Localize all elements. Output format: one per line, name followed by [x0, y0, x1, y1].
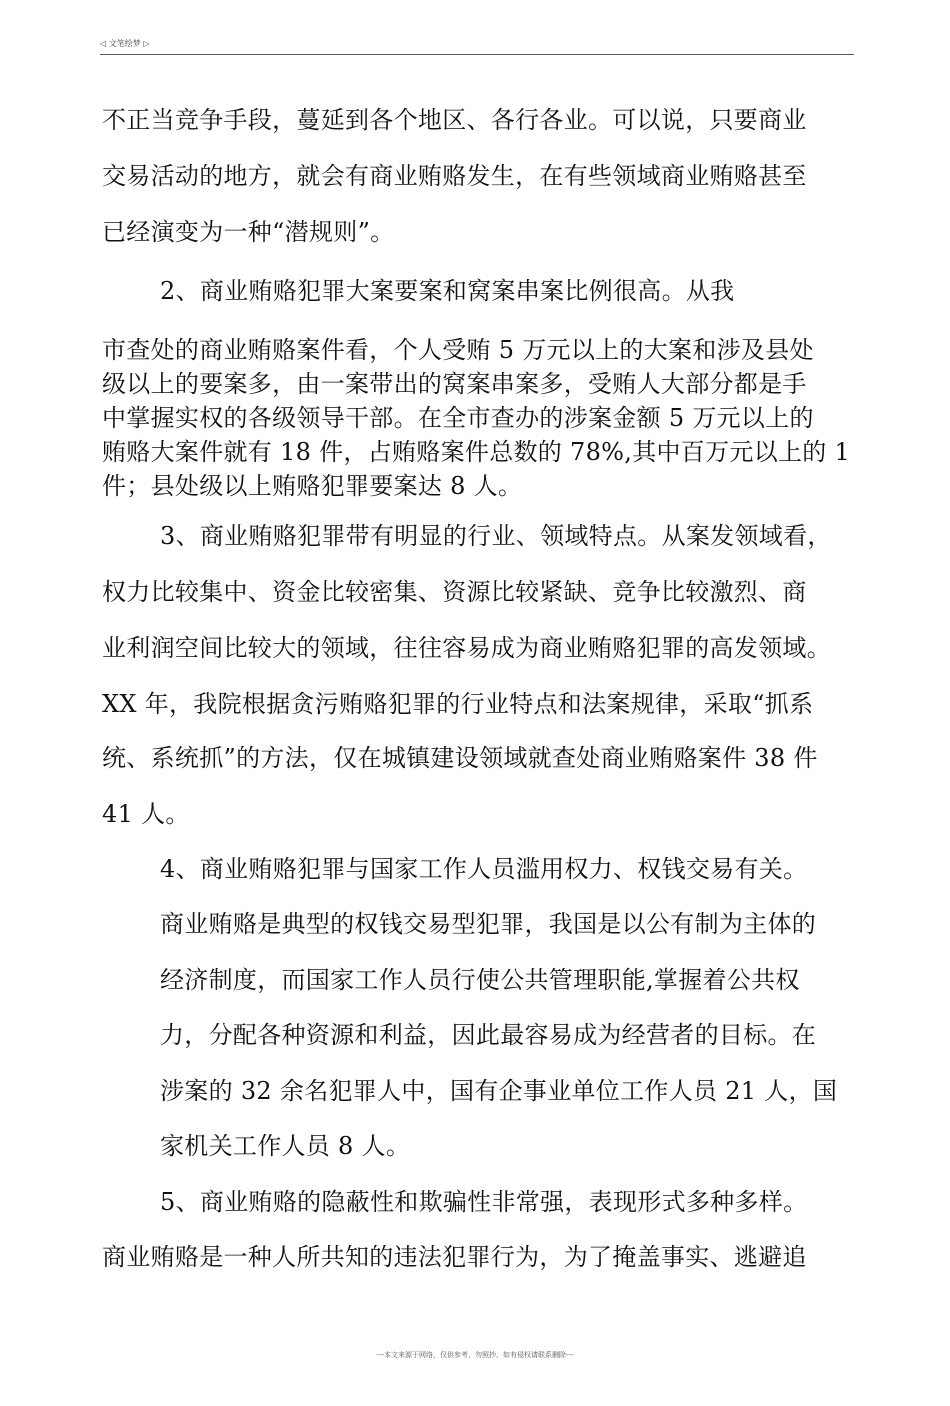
- paragraph-heading: 3、商业贿赂犯罪带有明显的行业、领域特点。从案发领域看，: [160, 522, 832, 550]
- text-line: 市查处的商业贿赂案件看，个人受贿 5 万元以上的大案和涉及县处: [102, 336, 814, 364]
- text-line: 已经演变为一种“潜规则”。: [102, 218, 395, 246]
- page-footer: ---本文来源于网络，仅供参考，勿照抄，如有侵权请联系删除---: [376, 1351, 574, 1359]
- text-line: 力，分配各种资源和利益，因此最容易成为经营者的目标。在: [160, 1021, 817, 1049]
- text-line: 贿赂大案件就有 18 件，占贿赂案件总数的 78%,其中百万元以上的 1: [102, 438, 851, 466]
- text-line: 中掌握实权的各级领导干部。在全市查办的涉案金额 5 万元以上的: [102, 404, 814, 432]
- text-line: 统、系统抓”的方法，仅在城镇建设领域就查处商业贿赂案件 38 件: [102, 744, 818, 772]
- text-line: 件；县处级以上贿赂犯罪要案达 8 人。: [102, 472, 523, 500]
- text-line: 级以上的要案多，由一案带出的窝案串案多，受贿人大部分都是手: [102, 370, 807, 398]
- text-line: 权力比较集中、资金比较密集、资源比较紧缺、竞争比较激烈、商: [102, 578, 807, 606]
- paragraph-heading: 5、商业贿赂的隐蔽性和欺骗性非常强，表现形式多种多样。: [160, 1188, 808, 1216]
- header-text: ◁ 文笔绘梦 ▷: [100, 39, 150, 48]
- text-line: 商业贿赂是典型的权钱交易型犯罪，我国是以公有制为主体的: [160, 910, 817, 938]
- text-line: 涉案的 32 余名犯罪人中，国有企事业单位工作人员 21 人，国: [160, 1077, 838, 1105]
- page-header: [100, 38, 854, 55]
- text-line: 41 人。: [102, 800, 190, 828]
- text-line: 交易活动的地方，就会有商业贿赂发生，在有些领域商业贿赂甚至: [102, 162, 807, 190]
- text-line: 业利润空间比较大的领域，往往容易成为商业贿赂犯罪的高发领域。: [102, 634, 831, 662]
- paragraph-heading: 2、商业贿赂犯罪大案要案和窝案串案比例很高。从我: [160, 277, 735, 305]
- text-line: 不正当竞争手段，蔓延到各个地区、各行各业。可以说，只要商业: [102, 106, 807, 134]
- paragraph-heading: 4、商业贿赂犯罪与国家工作人员滥用权力、权钱交易有关。: [160, 855, 808, 883]
- text-line: 经济制度，而国家工作人员行使公共管理职能,掌握着公共权: [160, 966, 800, 994]
- text-line: XX 年，我院根据贪污贿赂犯罪的行业特点和法案规律，采取“抓系: [102, 690, 814, 718]
- text-line: 商业贿赂是一种人所共知的违法犯罪行为，为了掩盖事实、逃避追: [102, 1243, 807, 1271]
- text-line: 家机关工作人员 8 人。: [160, 1132, 411, 1160]
